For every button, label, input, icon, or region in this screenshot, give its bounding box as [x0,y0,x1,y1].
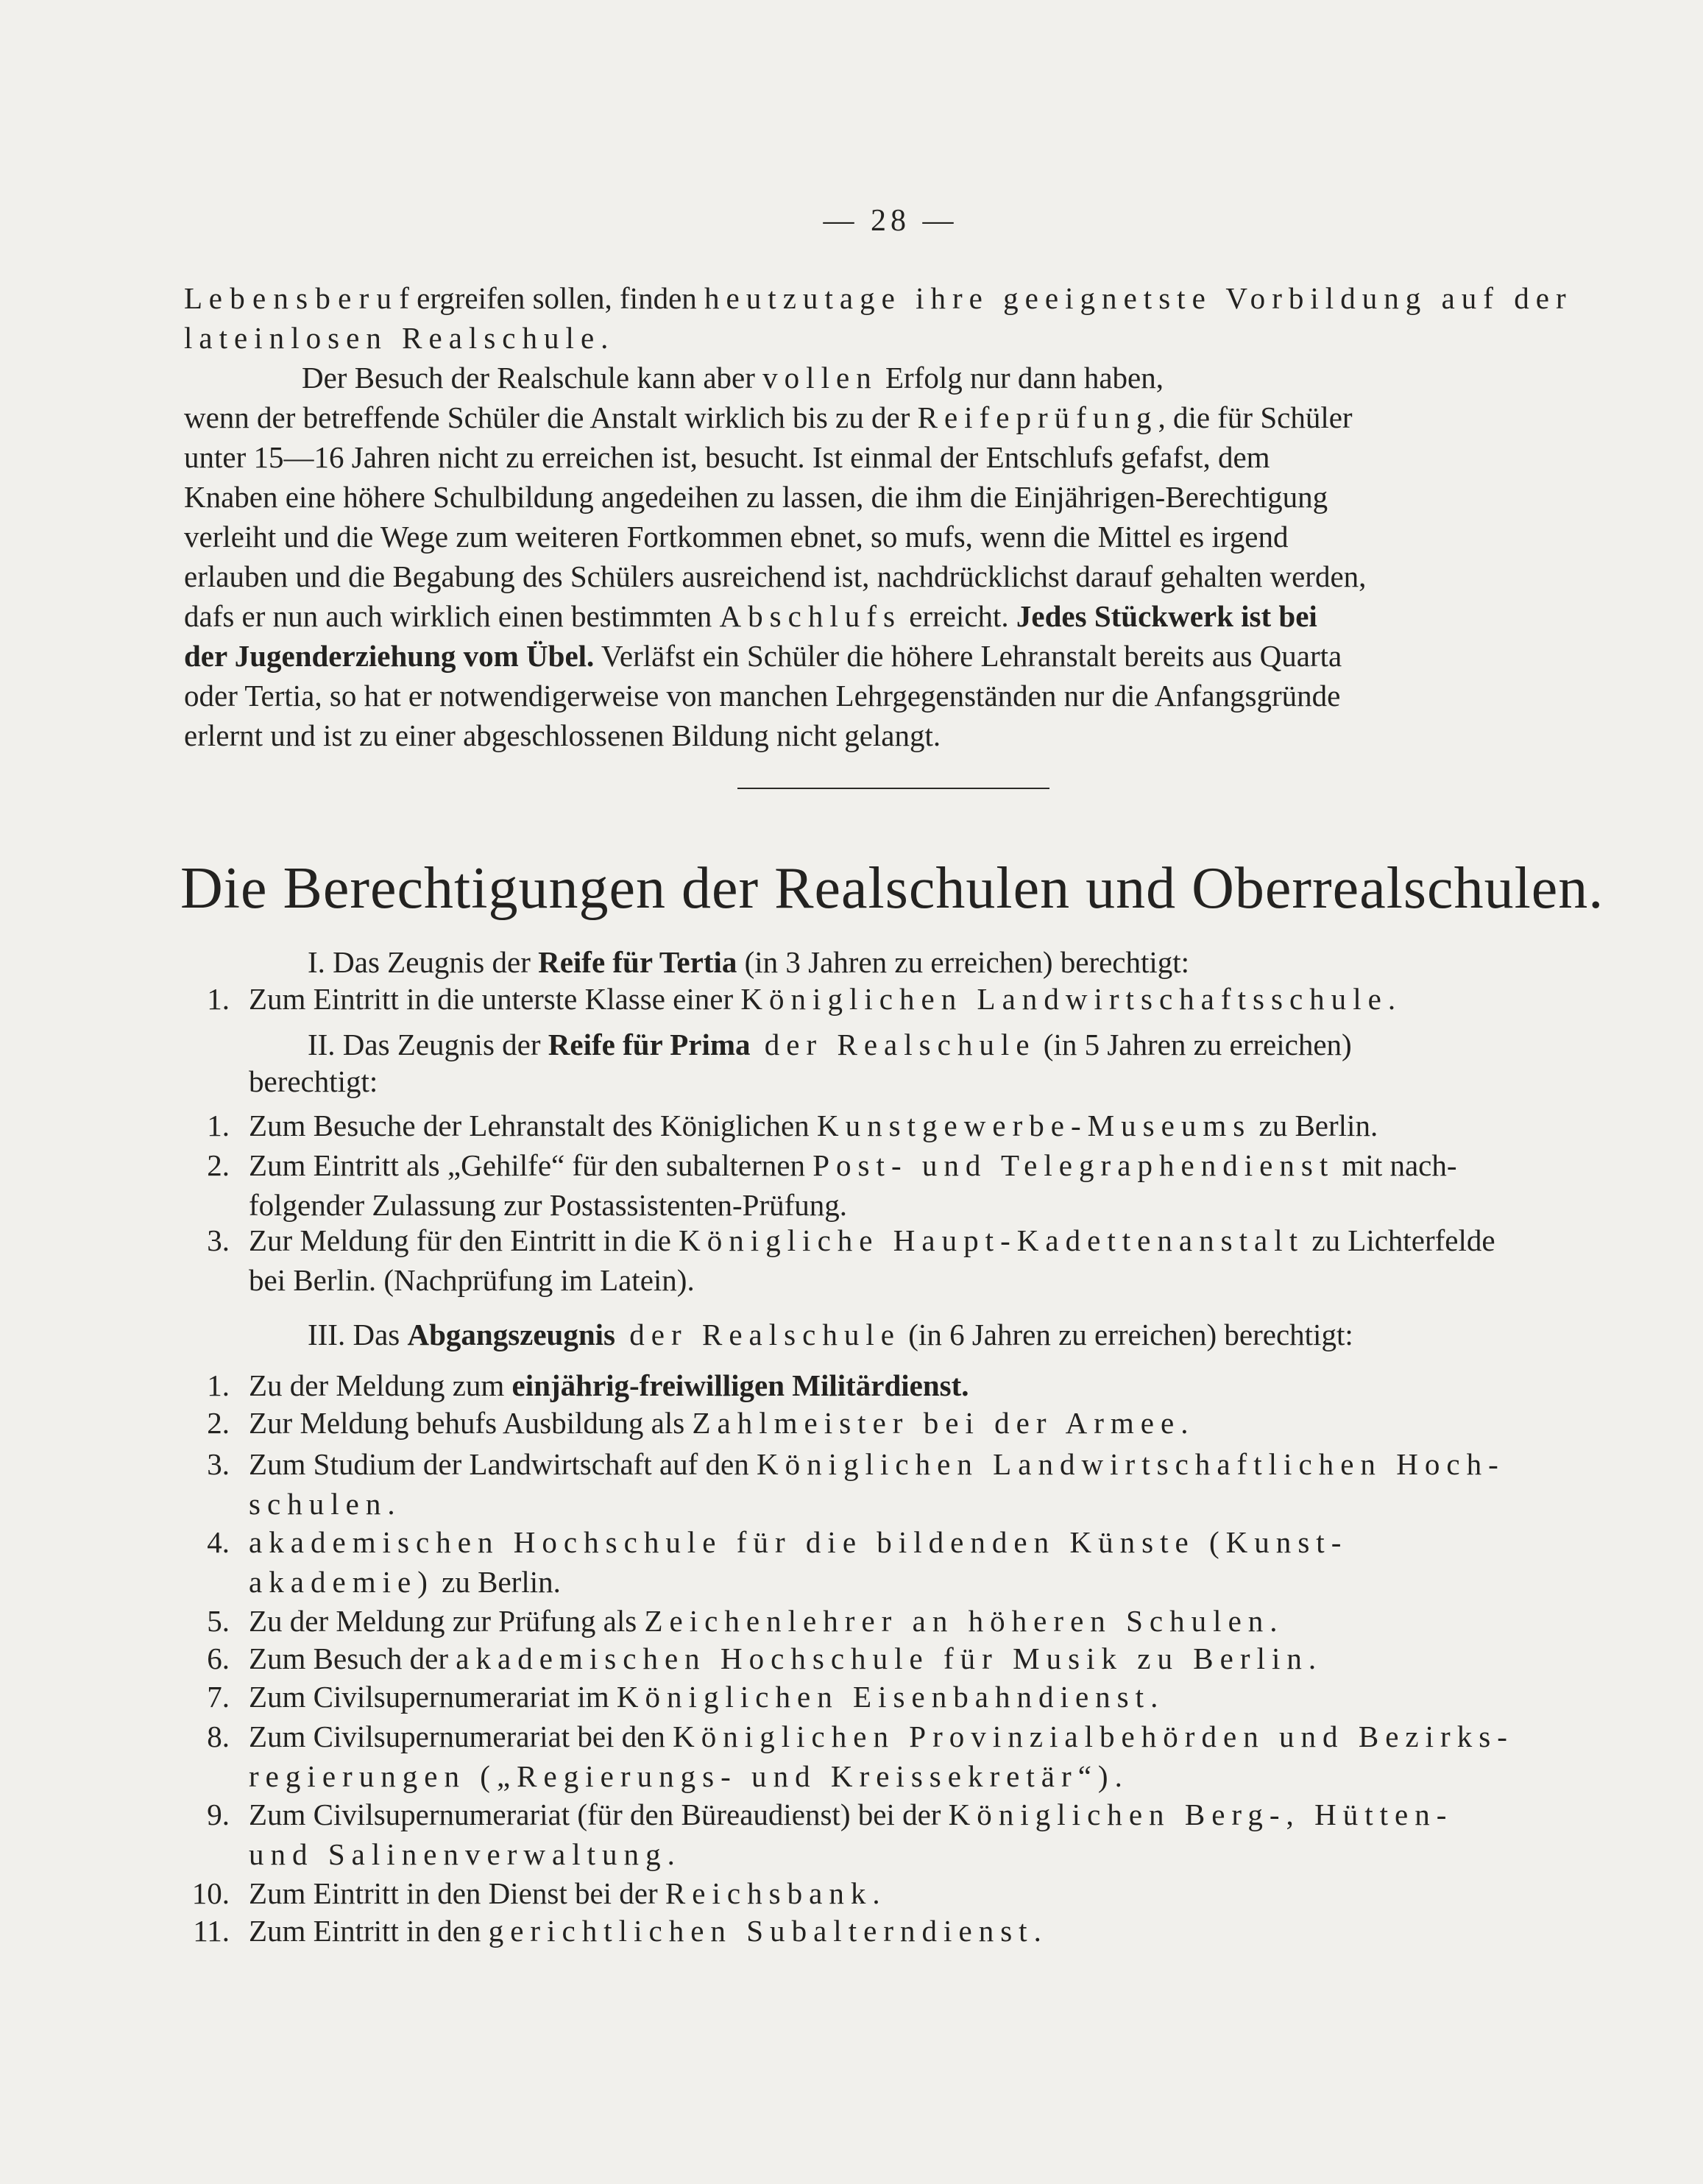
text-line [184,358,1597,397]
text-span: zu Berlin. [433,1565,561,1599]
text-span: Abgangszeugnis [407,1318,615,1351]
text-line [249,1795,1588,1834]
text-span: , die für Schüler [1158,400,1353,434]
text-span: der [615,1318,702,1351]
item-text [249,1639,1588,1678]
section-intro-III [308,1315,1559,1354]
text-span: Reife für Tertia [538,945,737,979]
text-span: einjährig-freiwilligen Militärdienst. [511,1368,969,1402]
text-span: Königlichen Eisenbahndienst. [616,1680,1165,1714]
item-text [249,1522,1588,1602]
text-span: Zu der Meldung zum [249,1368,512,1402]
item-number: 3. [207,1223,230,1257]
text-line [249,1873,1588,1913]
text-span: Jedes Stückwerk ist bei [1016,599,1317,633]
text-span: akademischen Hochschule für Musik zu Berlin. [456,1641,1323,1675]
item-text [249,1873,1588,1913]
text-line: erlauben und die Begabung des Schülers ausreichend ist, nachdrücklichst darauf gehalten werden, [184,559,1367,593]
text-span: Kunstgewerbe-Museums [816,1109,1252,1142]
text-span: Reichsbank. [665,1876,887,1910]
text-line: Knaben eine höhere Schulbildung angedeihen zu lassen, die ihm die Einjährigen-Berechtigung [184,480,1328,514]
text-span: Zum Eintritt in den Dienst bei der [249,1876,665,1910]
text-span: Verläfst ein Schüler die höhere Lehranstalt bereits aus Quarta [594,639,1342,673]
item-number: 3. [207,1447,230,1481]
body-paragraph [184,358,1597,755]
text-line: folgender Zulassung zur Postassistenten-Prüfung. [249,1188,848,1222]
item-text [249,1220,1588,1300]
text-span: erreicht. [901,599,1016,633]
text-line [249,1444,1588,1484]
text-line: unter 15—16 Jahren nicht zu erreichen ist, besucht. Ist einmal der Entschlufs gefafst, dem [184,440,1270,474]
text-line: akademischen Hochschule für die bildenden Künste (Kunst- [249,1525,1348,1559]
text-span: Zum Besuch der [249,1641,456,1675]
text-span: Zum Eintritt in die unterste Klasse einer [249,982,741,1016]
text-span: . [1387,982,1396,1016]
item-number: 8. [207,1720,230,1753]
text-line [249,1403,1588,1443]
document-page [180,0,1604,2184]
text-span: I. Das Zeugnis der [308,945,539,979]
text-span: vollen [762,361,878,395]
item-number: 7. [207,1680,230,1714]
text-line [249,1639,1588,1678]
text-span: . [1180,1406,1189,1440]
item-text [249,1403,1588,1443]
item-number: 1. [207,1368,230,1402]
text-span: Zum Civilsupernumerariat (für den Büreaudienst) bei der [249,1798,949,1831]
item-text [249,1365,1588,1405]
text-span: Realschule [837,1028,1036,1061]
text-span: Abschlufs [719,599,902,633]
text-span: zu Berlin. [1251,1109,1378,1142]
text-span: dafs er nun auch wirklich einen bestimmten [184,599,720,633]
text-span: (in 6 Jahren zu erreichen) berechtigt: [901,1318,1353,1351]
text-span: Königlichen Landwirtschaftsschule [740,982,1388,1016]
text-span: Zum Civilsupernumerariat bei den [249,1720,673,1753]
text-span: akademie) [249,1565,434,1599]
section-intro-I [308,942,1559,982]
text-span: Realschule [701,1318,902,1351]
text-line [249,979,1588,1019]
text-span: L e b e n s b e r u f [184,281,409,315]
text-span: Zum Civilsupernumerariat im [249,1680,617,1714]
item-text [249,1444,1588,1524]
text-line: erlernt und ist zu einer abgeschlossenen Bildung nicht gelangt. [184,718,941,752]
text-line [249,1717,1588,1756]
text-span: Königlichen Landwirtschaftlichen Hoch- [757,1447,1505,1481]
text-span: ergreifen sollen, finden [408,281,705,315]
text-span: zu Lichterfelde [1304,1223,1495,1257]
text-span: der Jugenderziehung vom Übel. [184,639,595,673]
text-line [249,1562,1588,1602]
text-span: Zum Eintritt in den [249,1914,489,1948]
text-span: Zum Besuche der Lehranstalt des Königlichen [249,1109,817,1142]
item-text [249,1601,1588,1641]
text-line: lateinlosen Realschule. [184,321,615,355]
text-span: Zahlmeister bei der Armee [692,1406,1181,1440]
text-line [249,1601,1588,1641]
text-span: (in 5 Jahren zu erreichen) [1035,1028,1352,1061]
text-span: II. Das Zeugnis der [308,1028,548,1061]
text-span: der [750,1028,838,1061]
divider-rule [737,788,1049,789]
item-text [249,1795,1588,1874]
text-span: Der Besuch der Realschule kann aber [302,361,763,395]
item-number: 10. [191,1876,230,1910]
text-line [249,1145,1588,1185]
text-line [184,636,1597,676]
item-number: 5. [207,1604,230,1638]
text-span: Königlichen Berg-, Hütten- [948,1798,1454,1831]
text-span: gerichtlichen Subalterndienst. [488,1914,1048,1948]
text-span: Königlichen Provinzialbehörden und Bezirks- [673,1720,1514,1753]
item-number: 1. [207,1109,230,1142]
text-span: Königliche Haupt-Kadettenanstalt [679,1223,1305,1257]
item-number: 6. [207,1641,230,1675]
text-span: wenn der betreffende Schüler die Anstalt wirklich bis zu der [184,400,918,434]
text-span: Zum Studium der Landwirtschaft auf den [249,1447,757,1481]
text-span: Zu der Meldung zur Prüfung als [249,1604,645,1638]
text-line [249,1911,1588,1951]
item-text [249,1911,1588,1951]
item-text [249,1106,1588,1145]
text-line: oder Tertia, so hat er notwendigerweise von manchen Lehrgegenständen nur die Anfangsgründe [184,679,1341,713]
text-line: schulen. [249,1487,402,1521]
text-line [184,596,1597,636]
section-heading: Die Berechtigungen der Realschulen und Oberrealschulen. [180,856,1604,921]
section-intro-II-cont: berechtigt: [249,1064,378,1098]
text-span: Erfolg nur dann haben, [877,361,1164,395]
text-span: Post- und Telegraphendienst [812,1148,1335,1182]
text-line: regierungen („Regierungs- und Kreissekretär“). [249,1759,1129,1793]
text-line: bei Berlin. (Nachprüfung im Latein). [249,1263,695,1297]
intro-paragraph [184,278,1597,358]
item-number: 11. [193,1914,230,1948]
item-text [249,979,1588,1019]
item-text [249,1677,1588,1717]
text-line [249,1220,1588,1260]
item-number: 4. [207,1525,230,1559]
text-line [249,1106,1588,1145]
text-span: mit nach- [1334,1148,1457,1182]
text-span: (in 3 Jahren zu erreichen) berechtigt: [737,945,1190,979]
text-line [184,397,1597,437]
text-line [184,278,1597,318]
text-span: Zeichenlehrer an höheren Schulen. [644,1604,1284,1638]
item-number: 1. [207,982,230,1016]
text-span: heutzutage ihre geeignetste Vorbildung auf der [704,281,1573,315]
page-number: — 28 — [823,204,958,238]
text-line: und Salinenverwaltung. [249,1837,681,1871]
text-span: Reifeprüfung [917,400,1158,434]
item-text [249,1145,1588,1225]
text-line [249,1365,1588,1405]
section-intro-II [308,1025,1559,1064]
text-span: Zur Meldung für den Eintritt in die [249,1223,679,1257]
text-span: Zum Eintritt als „Gehilfe“ für den subalternen [249,1148,813,1182]
text-line: verleiht und die Wege zum weiteren Fortkommen ebnet, so mufs, wenn die Mittel es irgend [184,520,1289,554]
item-number: 2. [207,1406,230,1440]
text-span: Zur Meldung behufs Ausbildung als [249,1406,693,1440]
item-number: 2. [207,1148,230,1182]
text-span: III. Das [308,1318,408,1351]
text-line [249,1677,1588,1717]
item-text [249,1717,1588,1796]
item-number: 9. [207,1798,230,1831]
text-span: Reife für Prima [548,1028,751,1061]
